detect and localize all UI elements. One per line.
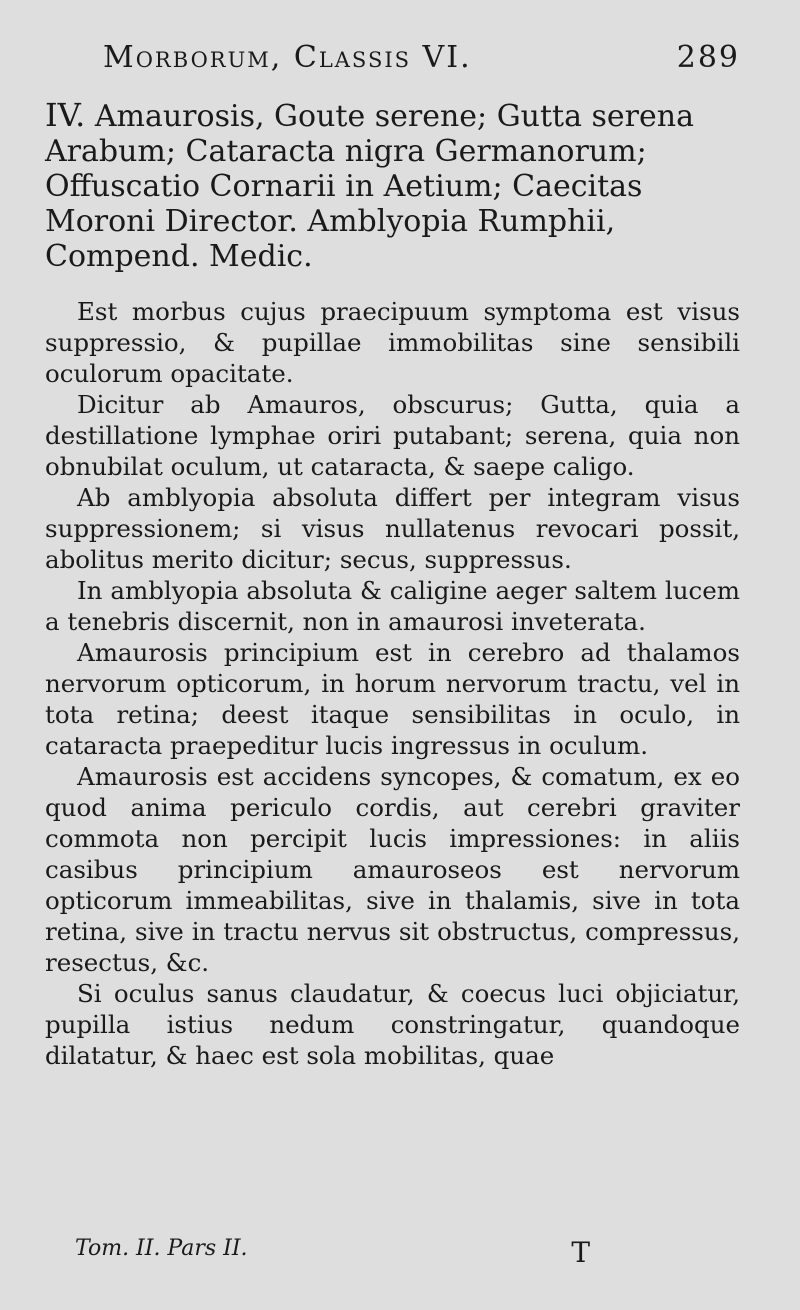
- paragraph-5: Amaurosis principium est in cerebro ad thalamos nervorum opticorum, in horum nervorum tractu, vel in tota retina; deest itaque sensibilitas in oculo, in cataracta praepeditur lucis ingressus in oculum.: [45, 638, 740, 760]
- paragraph-6: Amaurosis est accidens syncopes, & comatum, ex eo quod anima periculo cordis, aut cerebri graviter commota non percipit lucis impressiones: in aliis casibus principium amauroseos est nervorum opticorum immeabilitas, sive in thalamis, sive in tota retina, sive in tractu nervus sit obstructus, compressus, resectus, &c.: [45, 762, 740, 977]
- signature-mark: T: [571, 1236, 590, 1269]
- page-footer: [0, 1236, 800, 1269]
- entry-number: IV.: [45, 96, 86, 134]
- page-number: 289: [676, 40, 740, 75]
- entry-synonyms: Amaurosis, Goute serene; Gutta serena Arabum; Cataracta nigra Germanorum; Offuscatio Cornarii in Aetium; Caecitas Moroni Director. Amblyopia Rumphii, Compend. Medic.: [45, 99, 694, 274]
- paragraph-4: In amblyopia absoluta & caligine aeger saltem lucem a tenebris discernit, non in amaurosi inveterata.: [45, 576, 740, 636]
- paragraph-2: Dicitur ab Amauros, obscurus; Gutta, quia a destillatione lymphae oriri putabant; serena, quia non obnubilat oculum, ut cataracta, & saepe caligo.: [45, 390, 740, 481]
- paragraph-7: Si oculus sanus claudatur, & coecus luci objiciatur, pupilla istius nedum constringatur, quandoque dilatatur, & haec est sola mobilitas, quae: [45, 979, 740, 1070]
- volume-note: Tom. II. Pars II.: [75, 1236, 248, 1261]
- entry-heading: [45, 98, 740, 274]
- paragraph-3: Ab amblyopia absoluta differt per integram visus suppressionem; si visus nullatenus revocari possit, abolitus merito dicitur; secus, suppressus.: [45, 483, 740, 574]
- running-title: Morborum, Classis VI.: [103, 40, 472, 75]
- paragraph-1: Est morbus cujus praecipuum symptoma est visus suppressio, & pupillae immobilitas sine sensibili oculorum opacitate.: [45, 297, 740, 388]
- running-header: [103, 40, 740, 90]
